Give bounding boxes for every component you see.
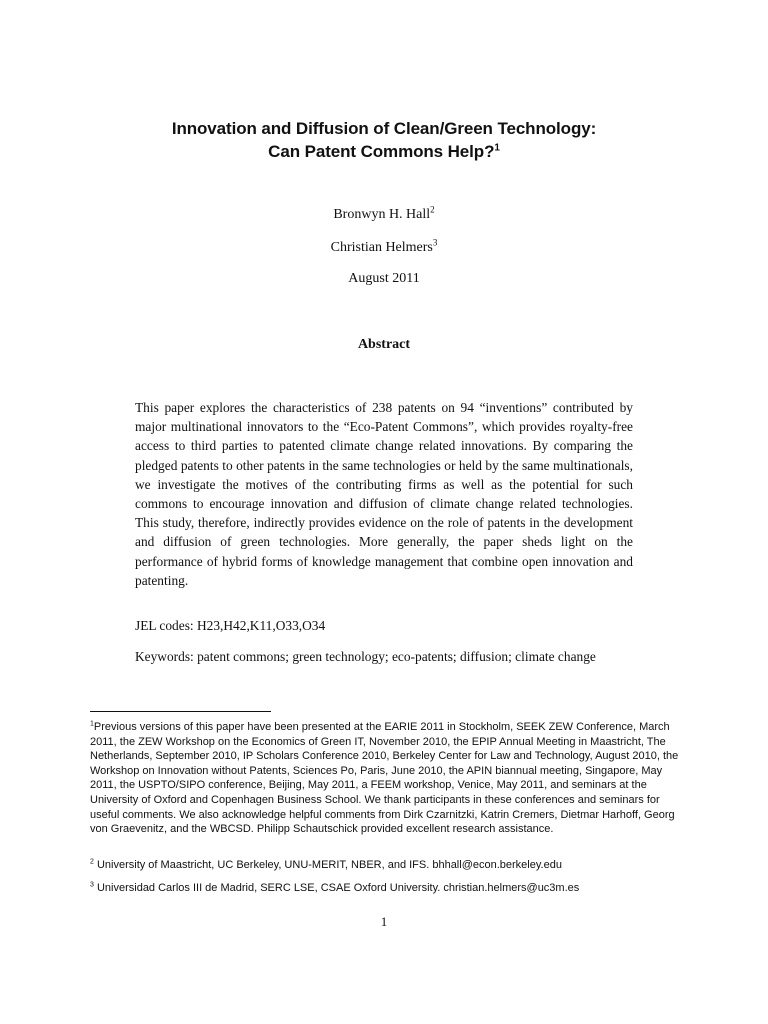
footnote-1-mark: 1: [90, 720, 94, 728]
footnote-1: [90, 720, 680, 837]
footnote-divider: [90, 711, 271, 712]
keywords: Keywords: patent commons; green technology; eco-patents; diffusion; climate change: [135, 649, 596, 664]
author-2: [0, 239, 768, 257]
page-number: 1: [380, 914, 388, 929]
title-line-2-text: Can Patent Commons Help?: [268, 142, 495, 161]
footnote-3-mark: 3: [90, 881, 94, 889]
author-2-footnote-mark: 3: [432, 237, 438, 248]
author-1-footnote-mark: 2: [430, 204, 435, 215]
footnote-3-text: Universidad Carlos III de Madrid, SERC LSE, CSAE Oxford University. christian.helmers@uc3m.es: [96, 882, 580, 894]
footnote-2: [90, 858, 680, 873]
title-footnote-mark: 1: [494, 142, 500, 154]
footnote-3: [90, 881, 680, 896]
author-1: [0, 206, 768, 224]
title-line-2: [80, 140, 688, 163]
jel-codes: JEL codes: H23,H42,K11,O33,O34: [135, 618, 326, 633]
author-1-name: Bronwyn H. Hall: [333, 207, 431, 222]
paper-date: August 2011: [348, 271, 420, 286]
footnote-1-text: Previous versions of this paper have been presented at the EARIE 2011 in Stockholm, SEEK ZEW Conference, March 2011, the ZEW Workshop on the Economics of Green IT, November 2010, the EPIP Annual Meeting in Maastricht, The Netherlands, September 2010, IP Scholars Conference 2010, Berkeley Center for Law and Technology, August 2010, the Workshop on Innovation without Patents, Sciences Po, Paris, June 2010, the APIN biannual meeting, Singapore, May 2011, the USPTO/SIPO conference, Beijing, May 2011, a FEEM workshop, Venice, May 2011, and seminars at the University of Oxford and Copenhagen Business School. We thank participants in these conferences and seminars for useful comments. We also acknowledge helpful comments from Dirk Czarnitzki, Katrin Cremers, Dietmar Harhoff, Georg von Graevenitz, and the WBCSD. Philipp Schautschick provided excellent research assistance.: [90, 721, 679, 836]
paper-title: [80, 117, 688, 163]
footnote-2-mark: 2: [90, 858, 94, 866]
abstract-heading: Abstract: [357, 337, 411, 352]
footnote-2-text: University of Maastricht, UC Berkeley, UNU-MERIT, NBER, and IFS. bhhall@econ.berkeley.edu: [96, 859, 562, 871]
abstract-body: This paper explores the characteristics of 238 patents on 94 “inventions” contributed by major multinational innovators to the “Eco-Patent Commons”, which provides royalty-free access to third parties to patented climate change related innovations. By comparing the pledged patents to other patents in the same technologies or held by the same multinationals, we investigate the motives of the contributing firms as well as the potential for such commons to encourage innovation and diffusion of climate change related technologies. This study, therefore, indirectly provides evidence on the role of patents in the development and diffusion of green technologies. More generally, the paper sheds light on the performance of hybrid forms of knowledge management that combine open innovation and patenting.: [135, 400, 633, 588]
author-2-name: Christian Helmers: [330, 240, 433, 255]
title-line-1: Innovation and Diffusion of Clean/Green Technology:: [171, 119, 597, 138]
